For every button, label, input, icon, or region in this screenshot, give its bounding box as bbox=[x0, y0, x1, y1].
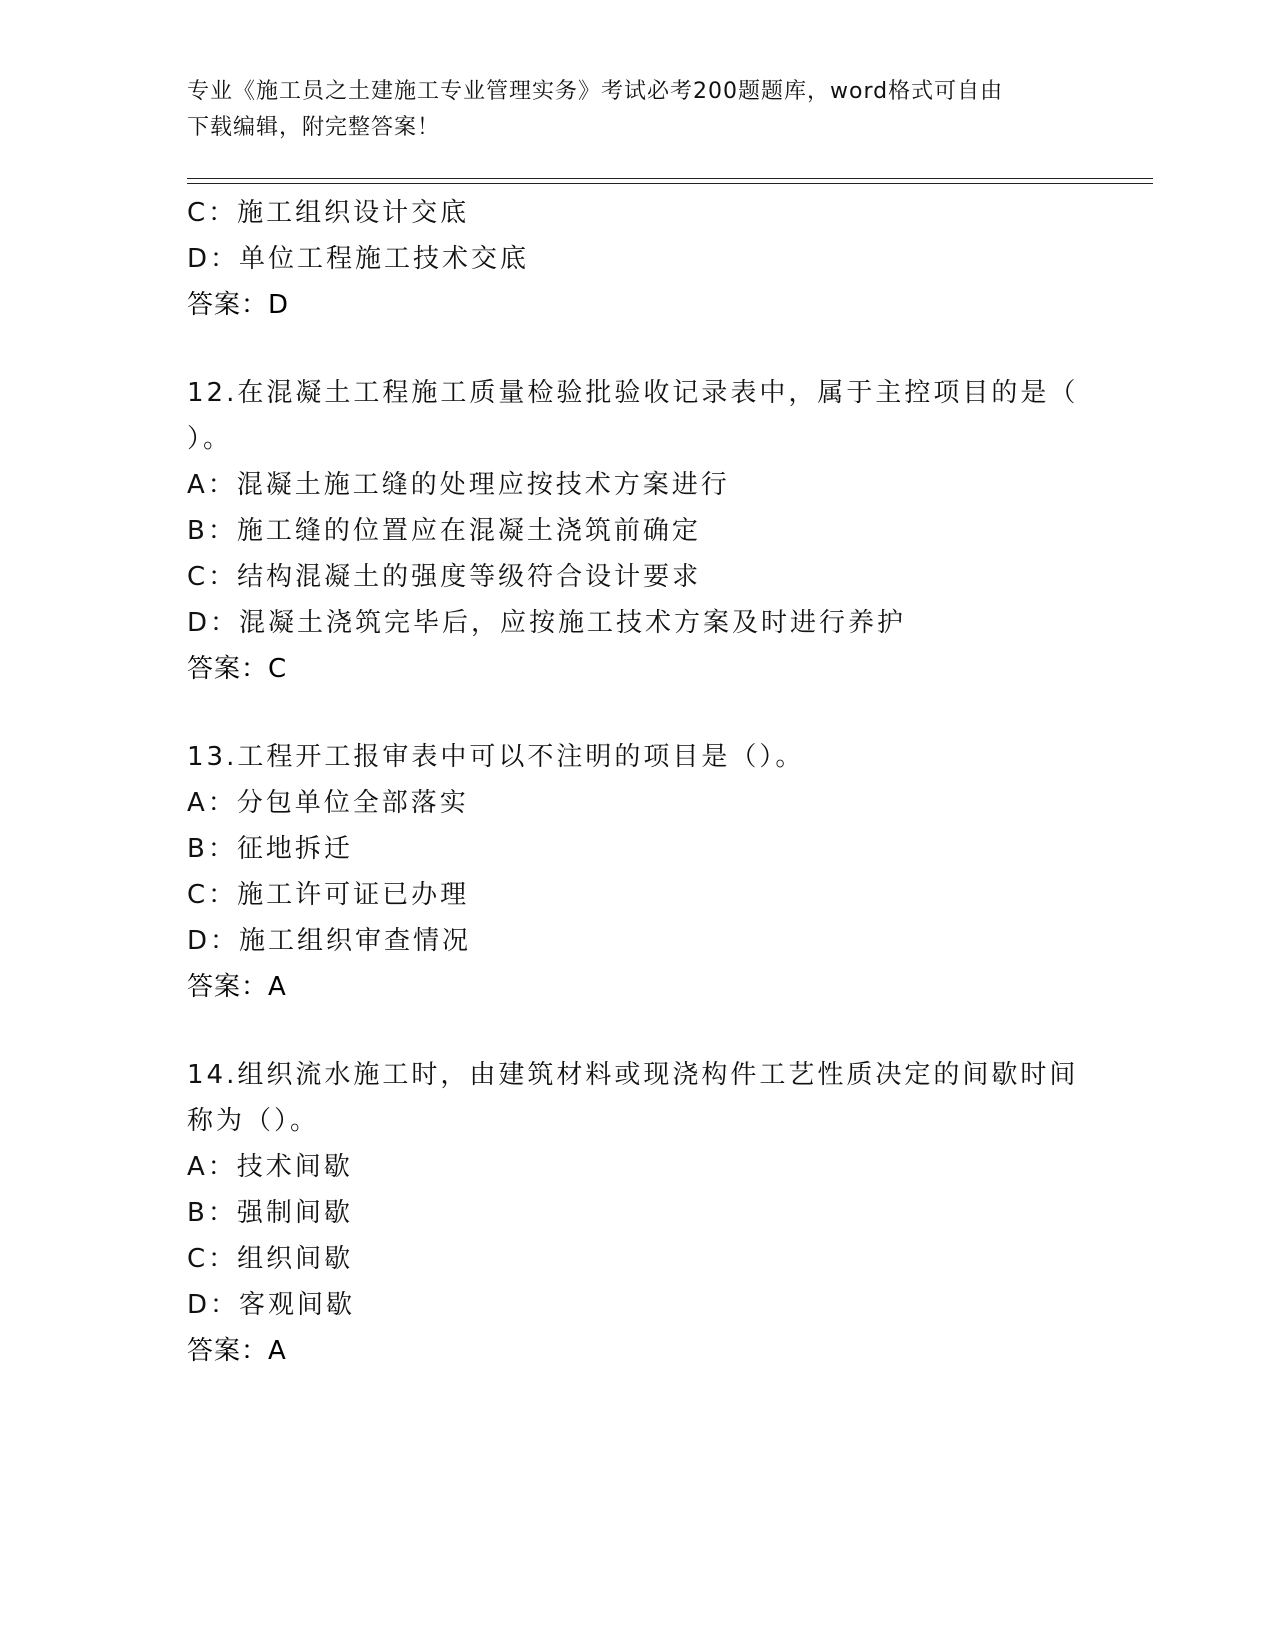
spacer bbox=[187, 1010, 1087, 1052]
question-stem-line-1: 13.工程开工报审表中可以不注明的项目是（）。 bbox=[187, 742, 805, 772]
answer: 答案：A bbox=[187, 972, 287, 1002]
option-b: B：施工缝的位置应在混凝土浇筑前确定 bbox=[187, 516, 701, 546]
option-d: D：施工组织审查情况 bbox=[187, 926, 472, 956]
option-c: C：结构混凝土的强度等级符合设计要求 bbox=[187, 562, 702, 592]
question-stem-line-2: ）。 bbox=[187, 424, 233, 454]
option-a: A：技术间歇 bbox=[187, 1152, 353, 1182]
intro-line-1: 专业《施工员之土建施工专业管理实务》考试必考200题题库，word格式可自由 bbox=[187, 79, 1004, 104]
answer: 答案：D bbox=[187, 290, 290, 320]
option-a: A：混凝土施工缝的处理应按技术方案进行 bbox=[187, 470, 730, 500]
answer: 答案：C bbox=[187, 654, 288, 684]
question-14 bbox=[187, 1052, 1087, 1374]
question-list bbox=[187, 190, 1087, 1374]
option-d: D：混凝土浇筑完毕后，应按施工技术方案及时进行养护 bbox=[187, 608, 907, 638]
option-c: C：组织间歇 bbox=[187, 1244, 354, 1274]
option-d: D：客观间歇 bbox=[187, 1290, 356, 1320]
question-11-continued bbox=[187, 190, 1087, 328]
document-intro bbox=[187, 74, 1087, 146]
option-b: B：征地拆迁 bbox=[187, 834, 353, 864]
spacer bbox=[187, 328, 1087, 370]
question-13 bbox=[187, 734, 1087, 1010]
answer: 答案：A bbox=[187, 1336, 287, 1366]
header-rule-bottom bbox=[187, 183, 1153, 184]
question-stem-line-1: 12.在混凝土工程施工质量检验批验收记录表中，属于主控项目的是（ bbox=[187, 378, 1079, 408]
question-stem-line-1: 14.组织流水施工时，由建筑材料或现浇构件工艺性质决定的间歇时间 bbox=[187, 1060, 1079, 1090]
question-12 bbox=[187, 370, 1087, 692]
question-stem-line-2: 称为（）。 bbox=[187, 1106, 320, 1136]
option-c: C：施工组织设计交底 bbox=[187, 198, 470, 228]
header-rule-top bbox=[187, 178, 1153, 179]
option-c: C：施工许可证已办理 bbox=[187, 880, 470, 910]
spacer bbox=[187, 692, 1087, 734]
option-b: B：强制间歇 bbox=[187, 1198, 353, 1228]
intro-line-2: 下载编辑，附完整答案！ bbox=[187, 115, 441, 140]
option-d: D：单位工程施工技术交底 bbox=[187, 244, 530, 274]
option-a: A：分包单位全部落实 bbox=[187, 788, 469, 818]
